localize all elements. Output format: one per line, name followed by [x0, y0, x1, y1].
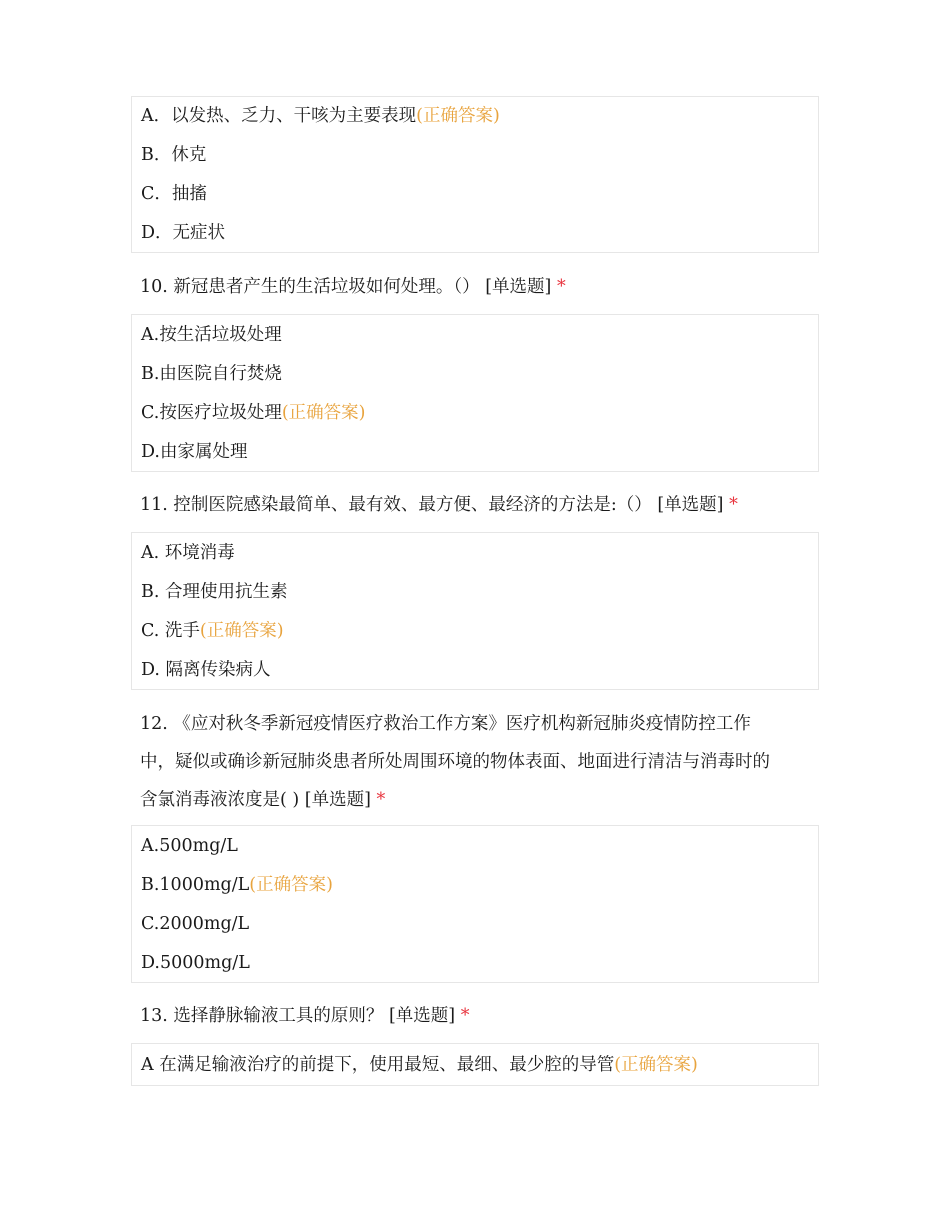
option-text: A.按生活垃圾处理 [141, 324, 282, 345]
q11-title [131, 486, 819, 524]
q10-option-a[interactable] [141, 315, 818, 354]
q12-option-d[interactable] [141, 943, 818, 982]
question-text: 11. 控制医院感染最简单、最有效、最方便、最经济的方法是:（） [单选题] [140, 495, 730, 515]
q11-option-c[interactable] [141, 611, 818, 650]
question-text-line-1: 12. 《应对秋冬季新冠疫情医疗救治工作方案》医疗机构新冠肺炎疫情防控工作 [140, 714, 751, 734]
option-text: B．休克 [141, 144, 207, 165]
q9-option-a[interactable] [141, 97, 818, 135]
option-text: C.按医疗垃圾处理 [141, 402, 282, 423]
option-text: A 在满足输液治疗的前提下，使用最短、最细、最少腔的导管 [141, 1054, 615, 1075]
q12-option-c[interactable] [141, 904, 818, 943]
required-marker: * [376, 790, 386, 810]
option-text: D．无症状 [141, 222, 226, 243]
question-text-line-2: 中，疑似或确诊新冠肺炎患者所处周围环境的物体表面、地面进行清洁与消毒时的 [140, 752, 770, 772]
option-text: B. 合理使用抗生素 [141, 581, 288, 602]
q12-option-b[interactable] [141, 865, 818, 904]
option-text: A.500mg/L [141, 835, 238, 856]
option-text: B.由医院自行焚烧 [141, 363, 282, 384]
option-text: A. 环境消毒 [141, 542, 235, 563]
question-text: 含氯消毒液浓度是( ) [单选题] [140, 790, 377, 810]
option-text: D.5000mg/L [141, 952, 250, 973]
q11-option-a[interactable] [141, 533, 818, 572]
q10-options [131, 314, 819, 472]
q13-options [131, 1043, 819, 1086]
question-text-line-3 [140, 781, 819, 819]
q9-option-b[interactable] [141, 135, 818, 174]
option-text: D. 隔离传染病人 [141, 659, 271, 680]
q12-options [131, 825, 819, 983]
q9-option-d[interactable] [141, 213, 818, 252]
q9-options [131, 96, 819, 253]
correct-answer-tag: (正确答案) [416, 106, 500, 126]
q12-title [131, 705, 819, 819]
correct-answer-tag: (正确答案) [199, 620, 284, 641]
required-marker: * [729, 495, 738, 515]
q13-option-a[interactable] [141, 1044, 818, 1085]
option-text: C．抽搐 [141, 183, 207, 204]
question-text: 10. 新冠患者产生的生活垃圾如何处理。（） [单选题] [140, 277, 557, 297]
option-text: C. 洗手 [141, 620, 200, 641]
option-text: C.2000mg/L [141, 913, 250, 934]
required-marker: * [556, 277, 566, 297]
q10-option-b[interactable] [141, 354, 818, 393]
q11-option-d[interactable] [141, 650, 818, 689]
correct-answer-tag: (正确答案) [281, 402, 366, 423]
q12-option-a[interactable] [141, 826, 818, 865]
q13-title [131, 997, 819, 1035]
q11-options [131, 532, 819, 690]
q9-option-c[interactable] [141, 174, 818, 213]
quiz-page [131, 96, 819, 1086]
correct-answer-tag: (正确答案) [614, 1054, 698, 1075]
option-text: D.由家属处理 [141, 441, 248, 462]
question-text: 13. 选择静脉输液工具的原则？ [单选题] [140, 1006, 461, 1026]
q11-option-b[interactable] [141, 572, 818, 611]
q10-option-d[interactable] [141, 432, 818, 471]
option-text: A．以发热、乏力、干咳为主要表现 [141, 106, 417, 126]
q10-title [131, 268, 819, 306]
q10-option-c[interactable] [141, 393, 818, 432]
required-marker: * [460, 1006, 470, 1026]
option-text: B.1000mg/L [141, 874, 250, 895]
correct-answer-tag: (正确答案) [249, 874, 333, 895]
